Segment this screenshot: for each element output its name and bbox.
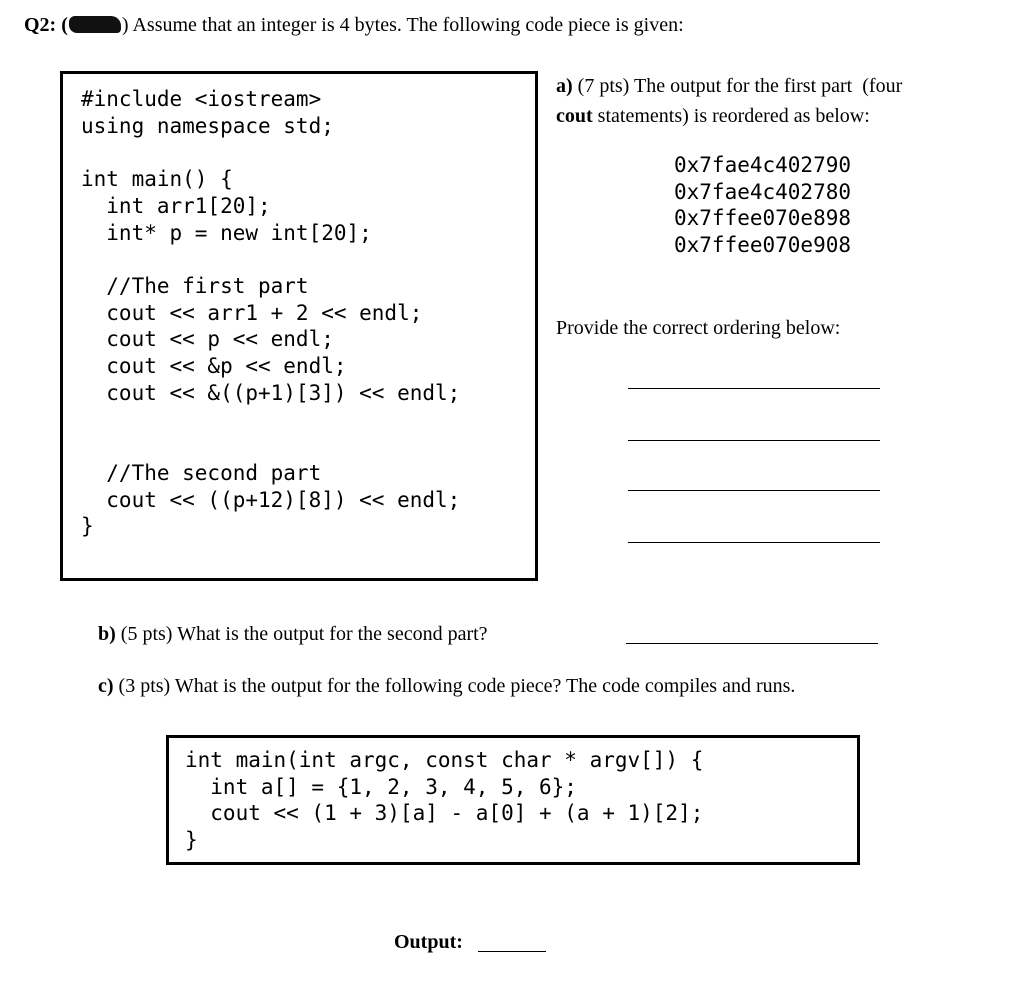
code-line: //The second part — [81, 460, 322, 485]
address-item: 0x7fae4c402780 — [674, 179, 852, 204]
redacted-points-mark — [69, 16, 121, 33]
part-c-question — [98, 674, 795, 698]
code-line — [81, 246, 460, 273]
part-b-description: (5 pts) What is the output for the second part? — [115, 623, 488, 645]
code-line: cout << arr1 + 2 << endl; — [81, 300, 423, 325]
code-listing-part-c — [185, 747, 703, 854]
address-item: 0x7ffee070e898 — [674, 206, 852, 231]
ordering-answer-blank-4[interactable] — [628, 542, 880, 543]
code-line — [81, 406, 460, 433]
part-a-text-line2 — [556, 104, 870, 128]
code-line: } — [185, 828, 198, 853]
code-line — [81, 139, 460, 166]
output-label: Output: — [394, 931, 463, 953]
part-a-description: (7 pts) The output for the first part (four — [572, 75, 903, 97]
code-line: using namespace std; — [81, 113, 334, 138]
code-line: int* p = new int[20]; — [81, 220, 372, 245]
code-line: int arr1[20]; — [81, 193, 271, 218]
ordering-answer-blank-1[interactable] — [628, 388, 880, 389]
code-box-part-c — [166, 735, 860, 865]
question-label: Q2: ( — [24, 14, 68, 36]
code-line: int a[] = {1, 2, 3, 4, 5, 6}; — [185, 774, 577, 799]
output-row — [394, 930, 463, 954]
ordering-answer-blank-3[interactable] — [628, 490, 880, 491]
address-list — [674, 152, 851, 259]
code-line: #include <iostream> — [81, 87, 322, 111]
address-item: 0x7fae4c402790 — [674, 153, 852, 177]
code-line: cout << (1 + 3)[a] - a[0] + (a + 1)[2]; — [185, 801, 704, 826]
code-line: cout << ((p+12)[8]) << endl; — [81, 487, 461, 512]
code-box-main — [60, 71, 538, 581]
ordering-answer-blank-2[interactable] — [628, 440, 880, 441]
code-line: cout << &((p+1)[3]) << endl; — [81, 380, 461, 405]
question-points-close: ) — [121, 14, 129, 36]
code-line: int main(int argc, const char * argv[]) { — [185, 748, 704, 772]
ordering-prompt: Provide the correct ordering below: — [556, 317, 841, 339]
code-line — [81, 433, 460, 460]
part-b-label: b) — [98, 623, 116, 645]
code-line: //The first part — [81, 273, 309, 298]
part-c-description: (3 pts) What is the output for the following code piece? The code compiles and runs. — [113, 675, 796, 697]
code-line: int main() { — [81, 167, 233, 192]
output-answer-blank[interactable] — [478, 951, 546, 952]
code-line: cout << p << endl; — [81, 327, 334, 352]
cout-keyword: cout — [556, 105, 593, 127]
code-line: cout << &p << endl; — [81, 354, 347, 379]
code-line: } — [81, 514, 94, 539]
question-header — [24, 13, 684, 37]
question-prompt: Assume that an integer is 4 bytes. The following code piece is given: — [132, 14, 684, 36]
address-item: 0x7ffee070e908 — [674, 233, 852, 258]
code-listing-main — [81, 86, 460, 540]
part-b-answer-blank[interactable] — [626, 643, 878, 644]
part-b-question — [98, 622, 488, 646]
part-c-label: c) — [98, 675, 114, 697]
part-a-text-line1 — [556, 74, 902, 98]
part-a-label: a) — [556, 75, 573, 97]
part-a-description-cont: statements) is reordered as below: — [592, 105, 870, 127]
